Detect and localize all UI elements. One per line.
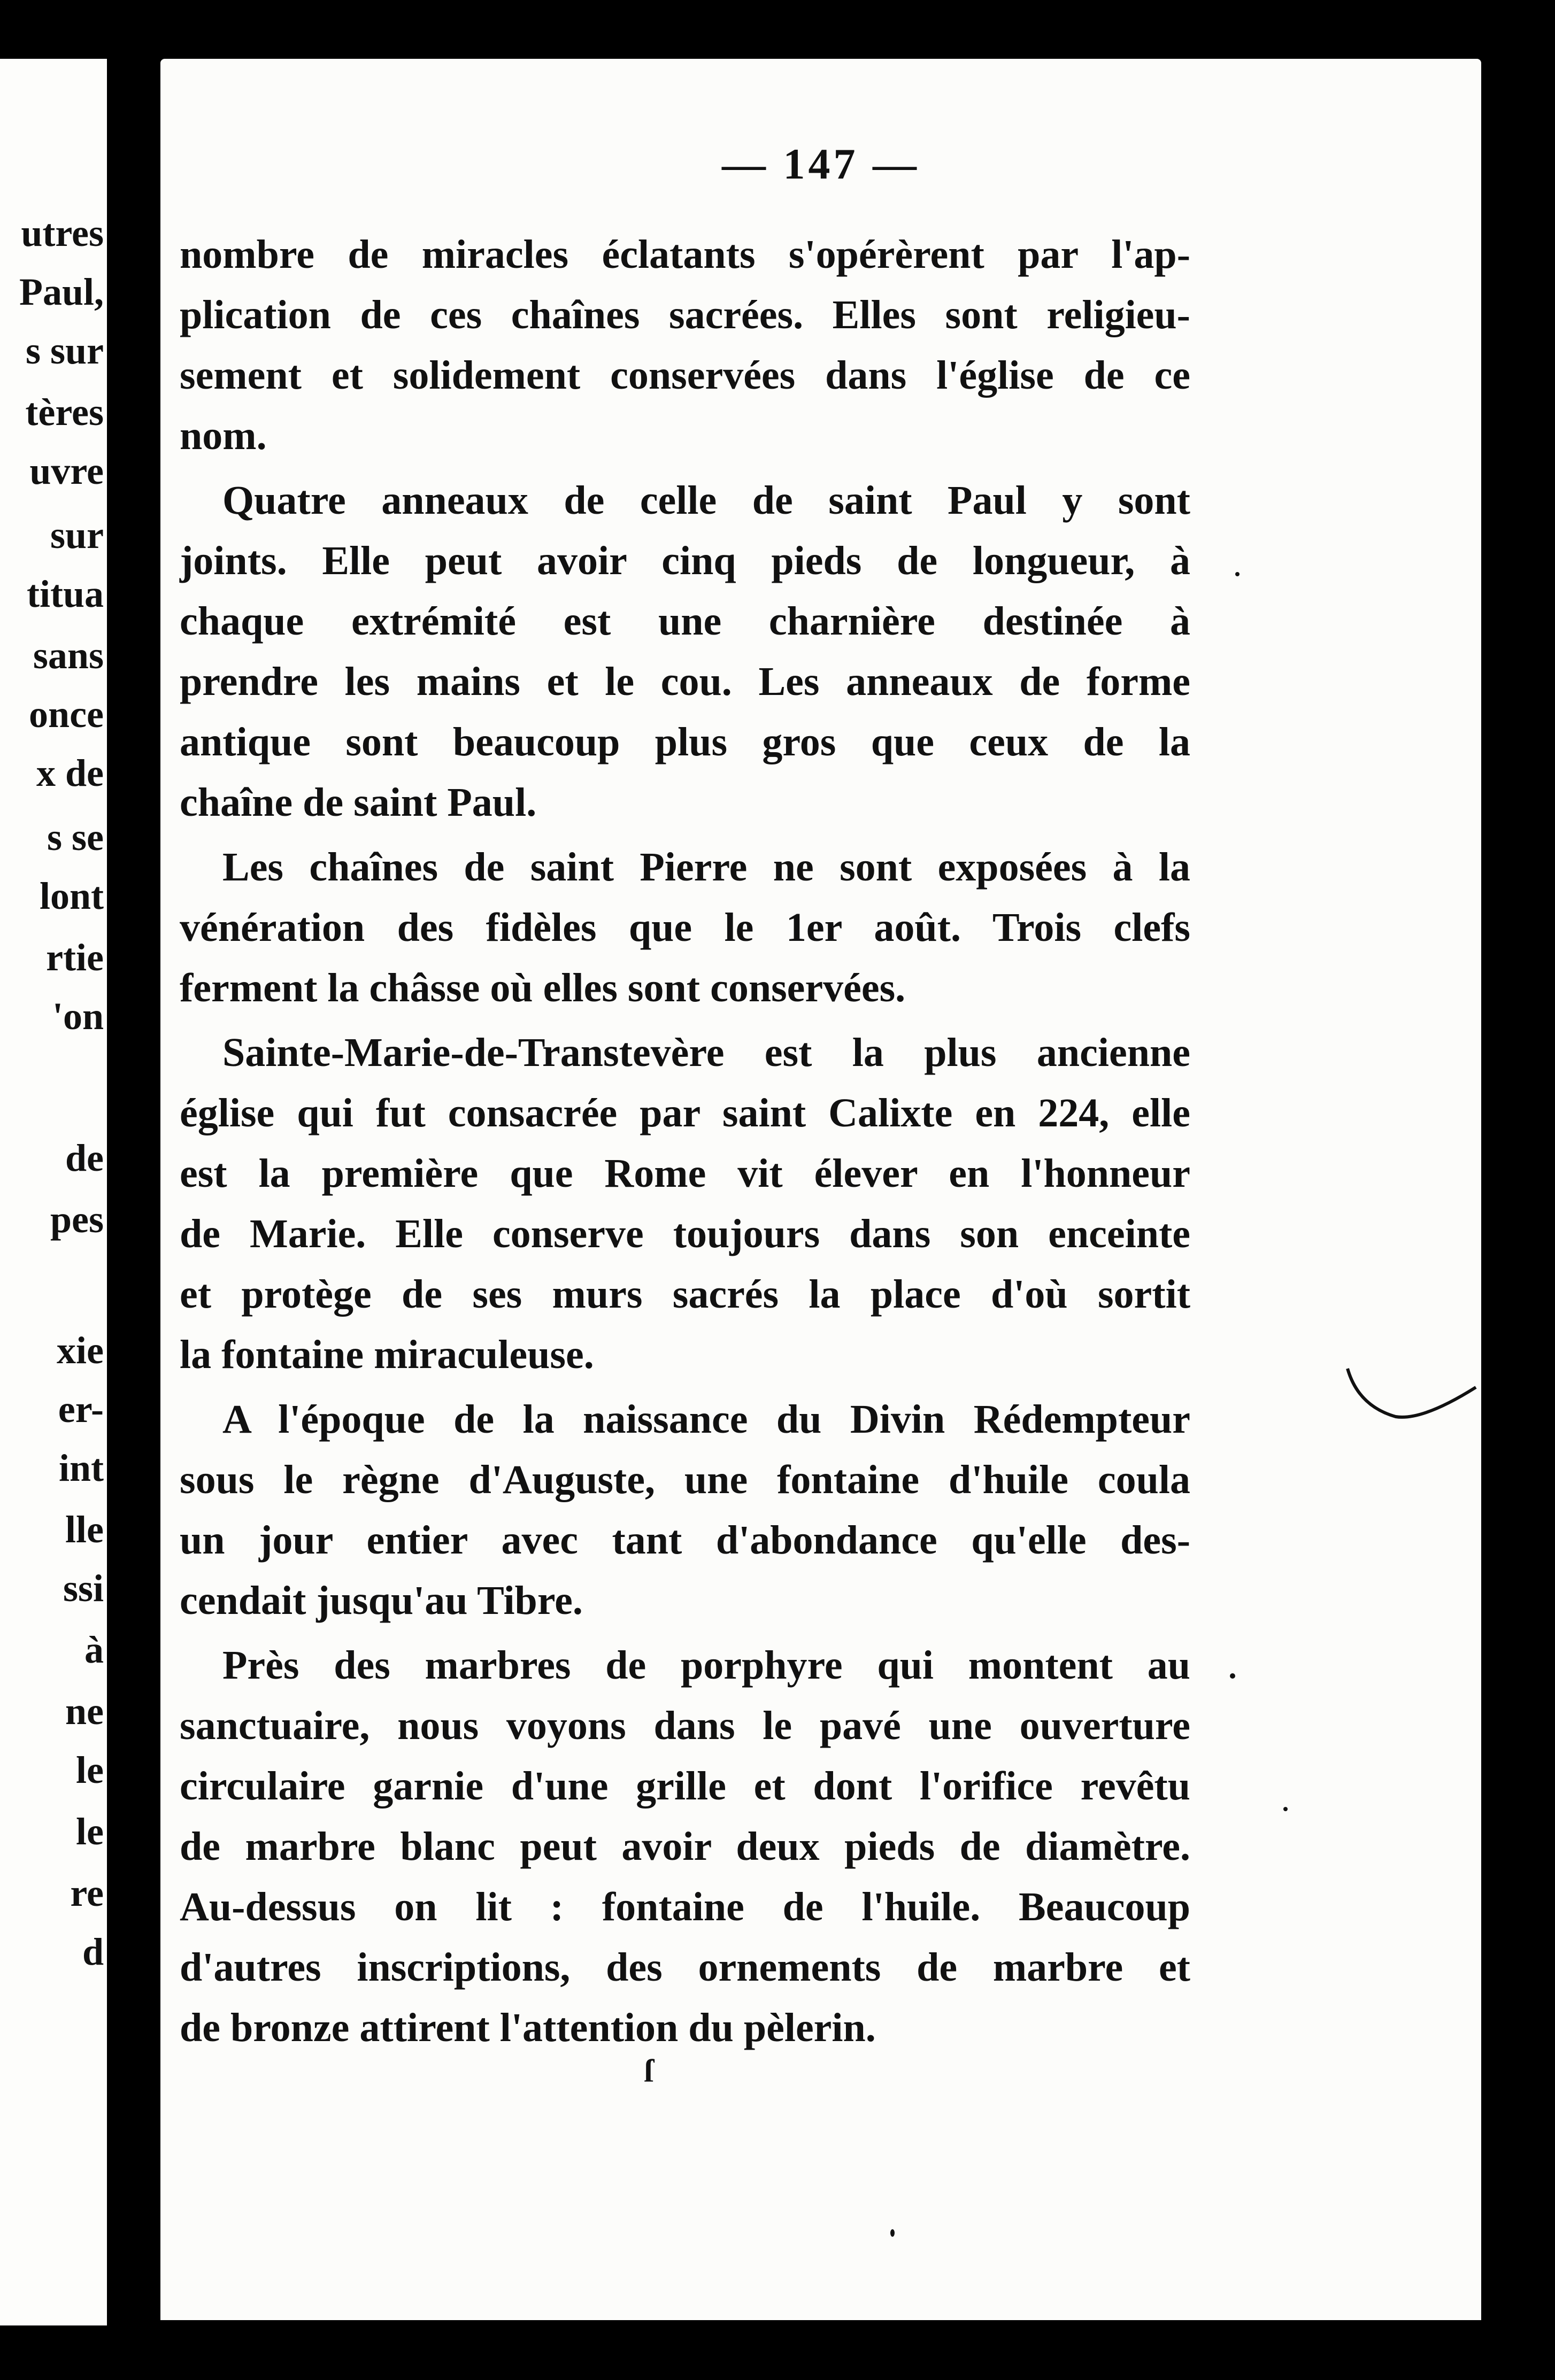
text-line: la fontaine miraculeuse. [180, 1332, 594, 1377]
fragment-line: once [29, 693, 104, 736]
fragment-line: er- [58, 1388, 104, 1431]
fragment-line: lont [39, 875, 104, 917]
fragment-line: sans [33, 634, 104, 677]
text-line: sement et solidement conservées dans l'église de ce [180, 353, 1190, 398]
fragment-line: s se [47, 816, 104, 859]
fragment-line: int [58, 1447, 104, 1489]
fragment-line: le [76, 1749, 104, 1791]
text-line: cendait jusqu'au Tibre. [180, 1578, 583, 1623]
text-line: église qui fut consacrée par saint Calixte en 224, elle [180, 1091, 1190, 1135]
fragment-line: le [76, 1810, 104, 1853]
speck [1230, 1673, 1235, 1679]
text-line: nom. [180, 413, 267, 458]
paragraph [180, 225, 1190, 466]
text-line: d'autres inscriptions, des ornements de marbre et [180, 1945, 1190, 1990]
fragment-line: rtie [46, 936, 104, 979]
text-line: circulaire garnie d'une grille et dont l'orifice revêtu [180, 1764, 1190, 1809]
text-line: Au-dessus on lit : fontaine de l'huile. Beaucoup [180, 1884, 1190, 1929]
text-line: sanctuaire, nous voyons dans le pavé une ouverture [180, 1703, 1190, 1748]
text-line: prendre les mains et le cou. Les anneaux de forme [180, 659, 1190, 704]
fragment-line: tères [25, 391, 104, 434]
paragraph [180, 837, 1190, 1018]
paragraph [180, 1023, 1190, 1385]
text-line: A l'époque de la naissance du Divin Rédempteur [222, 1397, 1190, 1442]
fragment-line: re [70, 1872, 104, 1914]
text-line: est la première que Rome vit élever en l'honneur [180, 1151, 1190, 1196]
fragment-line: d [82, 1930, 104, 1973]
fragment-line: ne [65, 1690, 104, 1733]
fragment-line: s sur [25, 329, 104, 372]
text-line: plication de ces chaînes sacrées. Elles sont religieu- [180, 292, 1190, 337]
fragment-line: ssi [63, 1567, 104, 1610]
fragment-line: utres [21, 212, 104, 254]
text-line: joints. Elle peut avoir cinq pieds de longueur, à [180, 538, 1190, 583]
text-line: antique sont beaucoup plus gros que ceux de la [180, 720, 1190, 764]
paragraph [180, 1389, 1190, 1631]
text-line: un jour entier avec tant d'abondance qu'elle des- [180, 1518, 1190, 1563]
speck [1235, 572, 1240, 576]
text-line: ferment la châsse où elles sont conservées. [180, 965, 906, 1010]
text-line: chaque extrémité est une charnière destinée à [180, 599, 1190, 644]
text-line: nombre de miracles éclatants s'opérèrent par l'ap- [180, 232, 1190, 277]
margin-pen-mark [1337, 1358, 1481, 1433]
text-line: de marbre blanc peut avoir deux pieds de diamètre. [180, 1824, 1190, 1869]
text-line: de bronze attirent l'attention du pèlerin. [180, 2005, 876, 2050]
fragment-line: titua [27, 573, 104, 615]
text-line: et protège de ses murs sacrés la place d'où sortit [180, 1272, 1190, 1317]
fragment-line: 'on [52, 995, 104, 1038]
text-line: chaîne de saint Paul. [180, 780, 537, 825]
speck [890, 2229, 895, 2237]
fragment-line: Paul, [19, 271, 104, 313]
footer-mark: ſ [644, 2053, 653, 2089]
previous-page-fragment [0, 59, 112, 2325]
text-line: Sainte-Marie-de-Transtevère est la plus ancienne [222, 1030, 1190, 1075]
fragment-line: xie [57, 1329, 104, 1372]
fragment-line: x de [36, 752, 104, 794]
fragment-line: uvre [29, 450, 104, 492]
text-line: Quatre anneaux de celle de saint Paul y sont [222, 478, 1190, 523]
text-line: sous le règne d'Auguste, une fontaine d'huile coula [180, 1457, 1190, 1502]
fragment-line: lle [65, 1508, 104, 1551]
fragment-line: de [65, 1137, 104, 1179]
book-page [160, 59, 1481, 2320]
fragment-line: sur [50, 514, 104, 557]
paragraph [180, 470, 1190, 833]
text-line: de Marie. Elle conserve toujours dans son enceinte [180, 1211, 1190, 1256]
paragraph [180, 1635, 1190, 2058]
fragment-line: pes [50, 1198, 104, 1241]
text-line: vénération des fidèles que le 1er août. Trois clefs [180, 905, 1190, 950]
text-column [180, 225, 1190, 2062]
speck [1283, 1807, 1288, 1811]
page-number: — 147 — [722, 140, 920, 188]
text-line: Les chaînes de saint Pierre ne sont exposées à la [222, 845, 1190, 890]
fragment-line: à [84, 1628, 104, 1671]
text-line: Près des marbres de porphyre qui montent au [222, 1643, 1190, 1688]
